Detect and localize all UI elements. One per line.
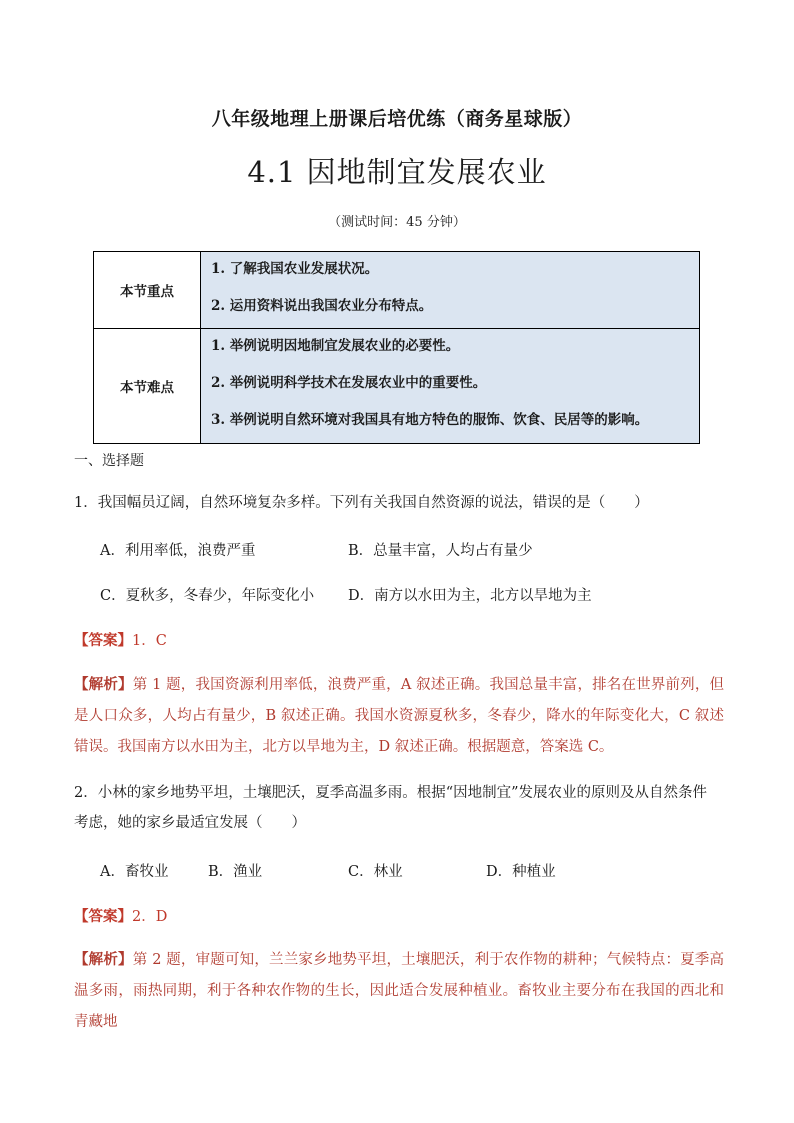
question-2-stem: 2．小林的家乡地势平坦，土壤肥沃，夏季高温多雨。根据“因地制宜”发展农业的原则及从自然条件考虑，她的家乡最适宜发展（ ） xyxy=(74,785,708,831)
question-2-option-c: C．林业 xyxy=(348,864,403,880)
explanation-tag: 【解析】 xyxy=(74,676,133,693)
question-2-answer xyxy=(74,905,167,926)
question-2-option-b: B．渔业 xyxy=(208,864,263,880)
question-1-stem: 1．我国幅员辽阔，自然环境复杂多样。下列有关我国自然资源的说法，错误的是（ ） xyxy=(74,495,649,511)
question-2-option-d: D．种植业 xyxy=(486,864,556,880)
question-1-option-a: A．利用率低，浪费严重 xyxy=(100,543,256,559)
answer-tag: 【答案】 xyxy=(74,632,132,649)
difficulty-item: 3. 举例说明自然环境对我国具有地方特色的服饰、饮食、民居等的影响。 xyxy=(211,412,649,428)
focus-item: 1. 了解我国农业发展状况。 xyxy=(211,261,379,277)
focus-items xyxy=(201,252,700,329)
explanation-tag: 【解析】 xyxy=(74,951,133,968)
series-title: 八年级地理上册课后培优练（商务星球版） xyxy=(211,108,583,130)
question-1-answer xyxy=(74,629,167,650)
answer-tag: 【答案】 xyxy=(74,908,132,925)
explanation-text: 第 1 题，我国资源利用率低，浪费严重，A 叙述正确。我国总量丰富，排名在世界前列，但是人口众多，人均占有量少，B 叙述正确。我国水资源夏秋多，冬春少，降水的年际变化大，C 叙述错误。我国南方以水田为主，北方以旱地为主，D 叙述正确。根据题意，答案选 C。 xyxy=(74,677,724,755)
question-1-option-c: C．夏秋多，冬春少，年际变化小 xyxy=(100,588,315,604)
explanation-text: 第 2 题，审题可知，兰兰家乡地势平坦，土壤肥沃，利于农作物的耕种；气候特点：夏季高温多雨，雨热同期，利于各种农作物的生长，因此适合发展种植业。畜牧业主要分布在我国的西北和青藏地 xyxy=(74,952,724,1030)
question-2-option-a: A．畜牧业 xyxy=(100,864,169,880)
lesson-title: 4.1 因地制宜发展农业 xyxy=(247,155,547,189)
answer-value: 2．D xyxy=(132,909,168,925)
key-points-table xyxy=(93,251,700,444)
focus-row xyxy=(94,252,700,329)
focus-label: 本节重点 xyxy=(94,252,201,329)
answer-value: 1．C xyxy=(132,633,167,649)
difficulty-item: 2. 举例说明科学技术在发展农业中的重要性。 xyxy=(211,375,487,391)
difficulty-row xyxy=(94,329,700,444)
section-title: 一、选择题 xyxy=(74,453,144,469)
difficulty-items xyxy=(201,329,700,444)
focus-item: 2. 运用资料说出我国农业分布特点。 xyxy=(211,298,433,314)
question-1-option-b: B．总量丰富，人均占有量少 xyxy=(348,543,533,559)
difficulty-item: 1. 举例说明因地制宜发展农业的必要性。 xyxy=(211,338,460,354)
question-1-explanation xyxy=(74,669,724,763)
difficulty-label: 本节难点 xyxy=(94,329,201,444)
question-1-option-d: D．南方以水田为主，北方以旱地为主 xyxy=(348,588,592,604)
test-time: （测试时间：45 分钟） xyxy=(328,215,466,230)
question-2-explanation xyxy=(74,944,724,1038)
